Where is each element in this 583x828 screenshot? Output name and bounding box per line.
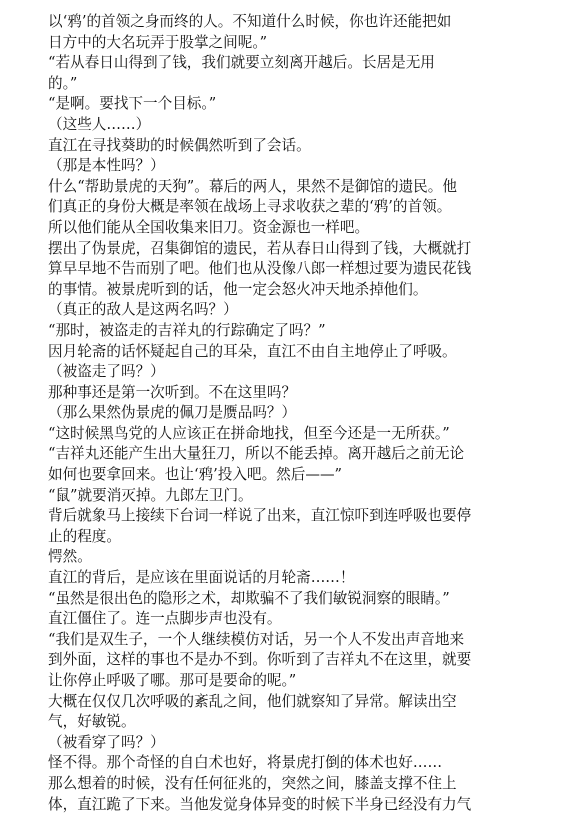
text-line: “是啊。要找下一个目标。” [48, 95, 217, 113]
text-line: 气，好敏锐。 [48, 713, 136, 731]
text-line: 日方中的大名玩弄于股掌之间呢。” [48, 33, 268, 51]
text-line: （真正的敌人是这两名吗？） [48, 301, 238, 319]
text-line: 那种事还是第一次听到。不在这里吗？ [48, 383, 297, 401]
text-line: 怪不得。那个奇怪的自白术也好，将景虎打倒的体术也好…… [48, 754, 443, 772]
text-line: “若从春日山得到了钱，我们就要立刻离开越后。长居是无用 [48, 54, 435, 72]
text-line: 背后就象马上接续下台词一样说了出来，直江惊吓到连呼吸也要停 [48, 507, 472, 525]
text-line: 直江的背后，是应该在里面说话的月轮斋……！ [48, 569, 355, 587]
text-line: 那么想着的时候，没有任何征兆的，突然之间，膝盖支撑不住上 [48, 774, 457, 792]
text-line: “鼠”就要消灭掉。九郎左卫门。 [48, 486, 253, 504]
text-line: “这时候黑鸟党的人应该正在拼命地找，但至今还是一无所获。” [48, 424, 450, 442]
text-line: 们真正的身份大概是率领在战场上寻求收获之辈的‘鸦’的首领。 [48, 198, 452, 216]
text-line: 什么“帮助景虎的天狗”。幕后的两人，果然不是御馆的遗民。他 [48, 177, 457, 195]
text-line: （那是本性吗？） [48, 157, 165, 175]
text-line: 如何也要拿回来。也让‘鸦’投入吧。然后——” [48, 466, 343, 484]
text-line: 大概在仅仅几次呼吸的紊乱之间，他们就察知了异常。解读出空 [48, 692, 457, 710]
text-line: 让你停止呼吸了哪。那可是要命的呢。” [48, 672, 297, 689]
text-line: 摆出了伪景虎，召集御馆的遗民，若从春日山得到了钱，大概就打 [48, 239, 472, 257]
text-line: 以‘鸦’的首领之身而终的人。不知道什么时候，你也许还能把如 [48, 13, 452, 30]
text-line: 愕然。 [48, 548, 92, 566]
text-line: “那时，被盗走的吉祥丸的行踪确定了吗？” [48, 321, 326, 339]
text-line: 止的程度。 [48, 527, 121, 545]
text-line: 体，直江跪了下来。当他发觉身体异变的时候下半身已经没有力气 [48, 795, 472, 813]
text-line: 所以他们能从全国收集来旧刀。资金源也一样吧。 [48, 218, 370, 236]
text-line: “虽然是很出色的隐形之术，却欺骗不了我们敏锐洞察的眼睛。” [48, 589, 450, 607]
text-line: 直江在寻找葵助的时候偶然听到了会话。 [48, 136, 311, 154]
text-line: “我们是双生子，一个人继续模仿对话，另一个人不发出声音地来 [48, 630, 465, 648]
text-line: （那么果然伪景虎的佩刀是赝品吗？） [48, 404, 297, 422]
text-line: （被盗走了吗？） [48, 363, 165, 381]
text-line: 到外面，这样的事也不是办不到。你听到了吉祥丸不在这里，就要 [48, 651, 472, 669]
text-line: 因月轮斋的话怀疑起自己的耳朵，直江不由自主地停止了呼吸。 [48, 342, 457, 360]
text-line: （这些人……） [48, 115, 151, 133]
text-line: 直江僵住了。连一点脚步声也没有。 [48, 610, 282, 628]
text-line: 算早早地不告而别了吧。他们也从没像八郎一样想过要为遗民花钱 [48, 260, 472, 278]
text-line: “吉祥丸还能产生出大量狂刀，所以不能丢掉。离开越后之前无论 [48, 445, 465, 463]
text-line: 的。” [48, 74, 78, 92]
text-line: 的事情。被景虎听到的话，他一定会怒火冲天地杀掉他们。 [48, 280, 428, 298]
text-line: （被看穿了吗？） [48, 733, 165, 751]
